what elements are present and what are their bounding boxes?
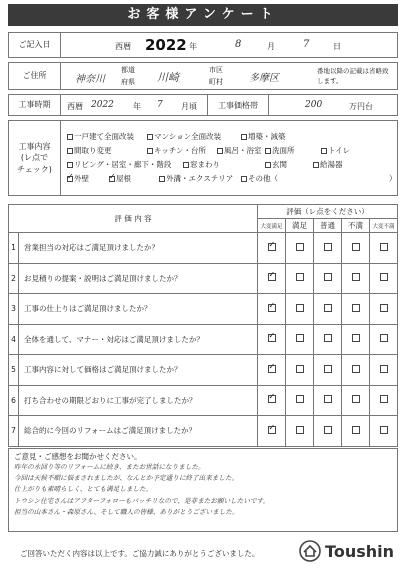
rating-checkbox-icon[interactable] [296,365,304,373]
construction-month-unit: 月頃 [181,102,197,111]
checkbox-icon[interactable] [321,148,327,154]
rating-cell[interactable] [342,294,370,325]
price-range-label: 工事価格帯 [207,95,269,115]
checkbox-icon[interactable] [67,162,73,168]
rating-checkbox-icon[interactable] [296,243,304,251]
construction-option-label: 外溝・エクステリア [166,174,234,183]
rating-checkbox-icon[interactable] [380,426,388,434]
question-number: 5 [9,355,19,386]
question-text: 総合的に今回のリフォームはご満足頂けましたか？ [19,416,258,447]
question-number: 6 [9,385,19,416]
entry-date-year[interactable]: 2022 [145,36,187,54]
checkbox-icon[interactable] [241,134,247,140]
construction-option-11[interactable] [313,159,343,170]
construction-option-8[interactable] [67,159,171,170]
comment-line: 今回は天候不順に悩まされましたが、なんとか予定通りに終了出来ました。 [14,474,239,483]
rating-checkbox-icon[interactable] [324,365,332,373]
comment-line: トウシン住宅さんはアフターフォローもバッチリなので、是非またお願いしたいです。 [14,496,270,505]
construction-option-label: 窓まわり [190,160,220,169]
rating-checkbox-icon[interactable] [352,273,360,281]
construction-era: 西暦 [67,102,83,111]
rating-checkbox-icon[interactable] [352,334,360,342]
entry-date-day-unit: 日 [333,42,341,51]
address-note: 番地以降の記載は省略致します。 [317,67,389,85]
rating-checkbox-icon[interactable] [380,243,388,251]
checkbox-icon[interactable] [183,162,189,168]
construction-option-label: 給湯器 [320,160,343,169]
rating-checkbox-icon[interactable] [296,304,304,312]
rating-cell[interactable] [370,263,398,294]
construction-option-7[interactable] [321,145,350,156]
price-range-unit: 万円台 [349,102,373,111]
rating-cell[interactable] [370,233,398,264]
rating-checkbox-icon[interactable] [352,243,360,251]
address-city-unit-2: 町村 [209,78,223,86]
question-text: 工事内容に対して価格はご満足頂けましたか？ [19,355,258,386]
rating-checkbox-icon[interactable] [380,273,388,281]
construction-option-label: 増築・減築 [248,132,286,141]
construction-period-row [8,94,398,116]
construction-option-9[interactable] [183,159,220,170]
checkbox-icon[interactable] [159,176,165,182]
rating-checkbox-icon[interactable] [352,426,360,434]
rating-cell[interactable] [342,355,370,386]
brand-logo [299,540,394,562]
address-row [8,62,398,90]
construction-option-label: 玄関 [272,160,287,169]
rating-checkbox-icon[interactable] [324,273,332,281]
rating-cell[interactable] [258,416,286,447]
construction-option-12[interactable] [67,173,89,184]
question-number: 3 [9,294,19,325]
construction-option-1[interactable] [147,131,221,142]
rating-cell[interactable] [314,263,342,294]
rating-cell[interactable] [370,355,398,386]
rating-cell[interactable] [258,263,286,294]
construction-option-label: 間取り変更 [74,146,112,155]
evaluation-row [9,324,398,355]
rating-checkbox-icon[interactable] [324,304,332,312]
rating-checkbox-icon[interactable] [268,426,276,434]
address-city-unit-1: 市区 [209,66,223,74]
rating-checkbox-icon[interactable] [296,273,304,281]
construction-option-label: リビング・居室・廊下・階段 [74,160,172,169]
construction-option-0[interactable] [67,131,134,142]
rating-cell[interactable] [314,324,342,355]
rating-cell[interactable] [286,416,314,447]
construction-year-unit: 年 [133,102,141,111]
comment-line: 仕上がりも素晴らしく、とても満足しました。 [14,485,153,494]
construction-option-6[interactable] [265,145,295,156]
rating-header-2: 普通 [314,219,342,233]
construction-option-label: 一戸建て全面改装 [74,132,134,141]
brand-name: Toushin [325,541,394,561]
house-icon [299,540,321,562]
rating-checkbox-icon[interactable] [380,395,388,403]
rating-cell[interactable] [342,385,370,416]
footer [8,540,398,568]
rating-checkbox-icon[interactable] [296,426,304,434]
evaluation-row [9,294,398,325]
question-number: 4 [9,324,19,355]
construction-contents-label: 工事内容 (レ点で チェック) [9,121,61,195]
construction-option-2[interactable] [241,131,286,142]
rating-cell[interactable] [342,233,370,264]
rating-checkbox-icon[interactable] [296,395,304,403]
evaluation-row [9,263,398,294]
rating-header-4: 大変不満 [370,219,398,233]
rating-cell[interactable] [314,416,342,447]
construction-option-label: キッチン・台所 [154,146,206,155]
rating-cell[interactable] [314,294,342,325]
checkbox-icon[interactable] [313,162,319,168]
rating-header-3: 不満 [342,219,370,233]
rating-checkbox-icon[interactable] [352,304,360,312]
construction-option-10[interactable] [265,159,287,170]
entry-date-row [8,32,398,58]
evaluation-rating-header: 評価（レ点をください） [258,205,398,219]
rating-checkbox-icon[interactable] [268,334,276,342]
entry-date-label: ご記入日 [9,33,61,57]
entry-date-era: 西暦 [115,42,131,51]
rating-checkbox-icon[interactable] [324,334,332,342]
checkbox-icon[interactable] [67,148,73,154]
checkbox-icon[interactable] [217,148,223,154]
rating-checkbox-icon[interactable] [324,243,332,251]
address-label: ご住所 [9,63,61,89]
entry-date-month-unit: 月 [267,42,275,51]
construction-option-4[interactable] [147,145,206,156]
rating-cell[interactable] [370,416,398,447]
question-text: お見積りの提案・説明はご満足頂けましたか？ [19,263,258,294]
rating-checkbox-icon[interactable] [268,395,276,403]
rating-checkbox-icon[interactable] [268,243,276,251]
comment-line: 担当の山本さん・森原さん、そして職人の皆様、ありがとうございました。 [14,507,239,516]
rating-cell[interactable] [314,385,342,416]
evaluation-row [9,416,398,447]
evaluation-row [9,355,398,386]
rating-cell[interactable] [370,385,398,416]
footer-message: ご回答いただく内容は以上です。ご協力誠にありがとうございました。 [20,549,260,558]
comments-label: ご意見・ご感想をお聞かせください。 [14,452,142,461]
rating-cell[interactable] [286,263,314,294]
construction-option-label: トイレ [328,146,351,155]
rating-checkbox-icon[interactable] [324,426,332,434]
entry-date-day[interactable]: 7 [303,39,310,50]
checkbox-icon[interactable] [147,148,153,154]
rating-cell[interactable] [342,416,370,447]
construction-month[interactable]: 7 [157,100,163,110]
checkbox-icon[interactable] [241,176,247,182]
rating-header-1: 満足 [286,219,314,233]
rating-cell[interactable] [258,355,286,386]
construction-option-14[interactable] [159,173,233,184]
rating-checkbox-icon[interactable] [296,334,304,342]
question-text: 打ち合わせの期限どおりに工事が完了しましたか？ [19,385,258,416]
rating-checkbox-icon[interactable] [380,334,388,342]
construction-option-3[interactable] [67,145,112,156]
construction-option-label: 洗面所 [272,146,295,155]
question-text: 営業担当の対応はご満足頂けましたか？ [19,233,258,264]
survey-title: お客様アンケート [8,4,398,26]
rating-checkbox-icon[interactable] [268,365,276,373]
construction-option-label: 風呂・浴室 [224,146,262,155]
question-number: 1 [9,233,19,264]
rating-checkbox-icon[interactable] [268,273,276,281]
question-text: 全体を通して、マナー・対応はご満足頂けましたか？ [19,324,258,355]
address-pref-unit-2: 府県 [121,78,135,86]
evaluation-row [9,233,398,264]
rating-cell[interactable] [258,385,286,416]
rating-cell[interactable] [370,324,398,355]
rating-cell[interactable] [286,385,314,416]
rating-header-0: 大変満足 [258,219,286,233]
evaluation-row [9,385,398,416]
rating-cell[interactable] [286,324,314,355]
entry-date-year-unit: 年 [189,42,197,51]
rating-cell[interactable] [342,263,370,294]
rating-cell[interactable] [286,233,314,264]
rating-checkbox-icon[interactable] [380,365,388,373]
rating-cell[interactable] [342,324,370,355]
rating-checkbox-icon[interactable] [352,395,360,403]
evaluation-table [8,204,398,447]
rating-cell[interactable] [286,355,314,386]
rating-cell[interactable] [286,294,314,325]
rating-cell[interactable] [258,294,286,325]
construction-option-label: 外壁 [74,174,89,183]
rating-checkbox-icon[interactable] [352,365,360,373]
construction-option-label: マンション全面改装 [154,132,222,141]
construction-option-label: 屋根 [116,174,131,183]
question-text: 工事の仕上りはご満足頂けましたか？ [19,294,258,325]
rating-checkbox-icon[interactable] [380,304,388,312]
entry-date-month[interactable]: 8 [235,39,242,50]
rating-cell[interactable] [314,355,342,386]
rating-checkbox-icon[interactable] [324,395,332,403]
construction-period-label: 工事時期 [9,95,61,115]
comments-box[interactable] [8,448,398,532]
construction-contents-row [8,120,398,196]
address-ward[interactable]: 多摩区 [249,73,279,84]
rating-checkbox-icon[interactable] [268,304,276,312]
rating-cell[interactable] [258,324,286,355]
checkbox-icon[interactable] [265,162,271,168]
construction-option-13[interactable] [109,173,131,184]
checkbox-icon[interactable] [67,134,73,140]
rating-cell[interactable] [258,233,286,264]
address-prefecture[interactable]: 神奈川 [75,74,105,85]
checkbox-icon[interactable] [109,176,115,182]
price-range-value[interactable]: 200 [305,100,323,110]
construction-option-5[interactable] [217,145,262,156]
address-pref-unit-1: 都道 [121,66,135,74]
checkbox-icon[interactable] [67,176,73,182]
rating-cell[interactable] [370,294,398,325]
question-number: 2 [9,263,19,294]
construction-option-15[interactable] [241,173,278,184]
construction-year[interactable]: 2022 [91,100,114,110]
checkbox-icon[interactable] [265,148,271,154]
evaluation-item-header: 評 価 内 容 [9,205,258,233]
checkbox-icon[interactable] [147,134,153,140]
construction-option-label: その他（ [248,174,278,183]
address-city[interactable]: 川崎 [157,71,179,84]
comment-line: 昨年の水回り等のリフォームに続き、またお世話になりました。 [14,463,205,471]
question-number: 7 [9,416,19,447]
other-close-paren: ） [389,174,397,183]
rating-cell[interactable] [314,233,342,264]
